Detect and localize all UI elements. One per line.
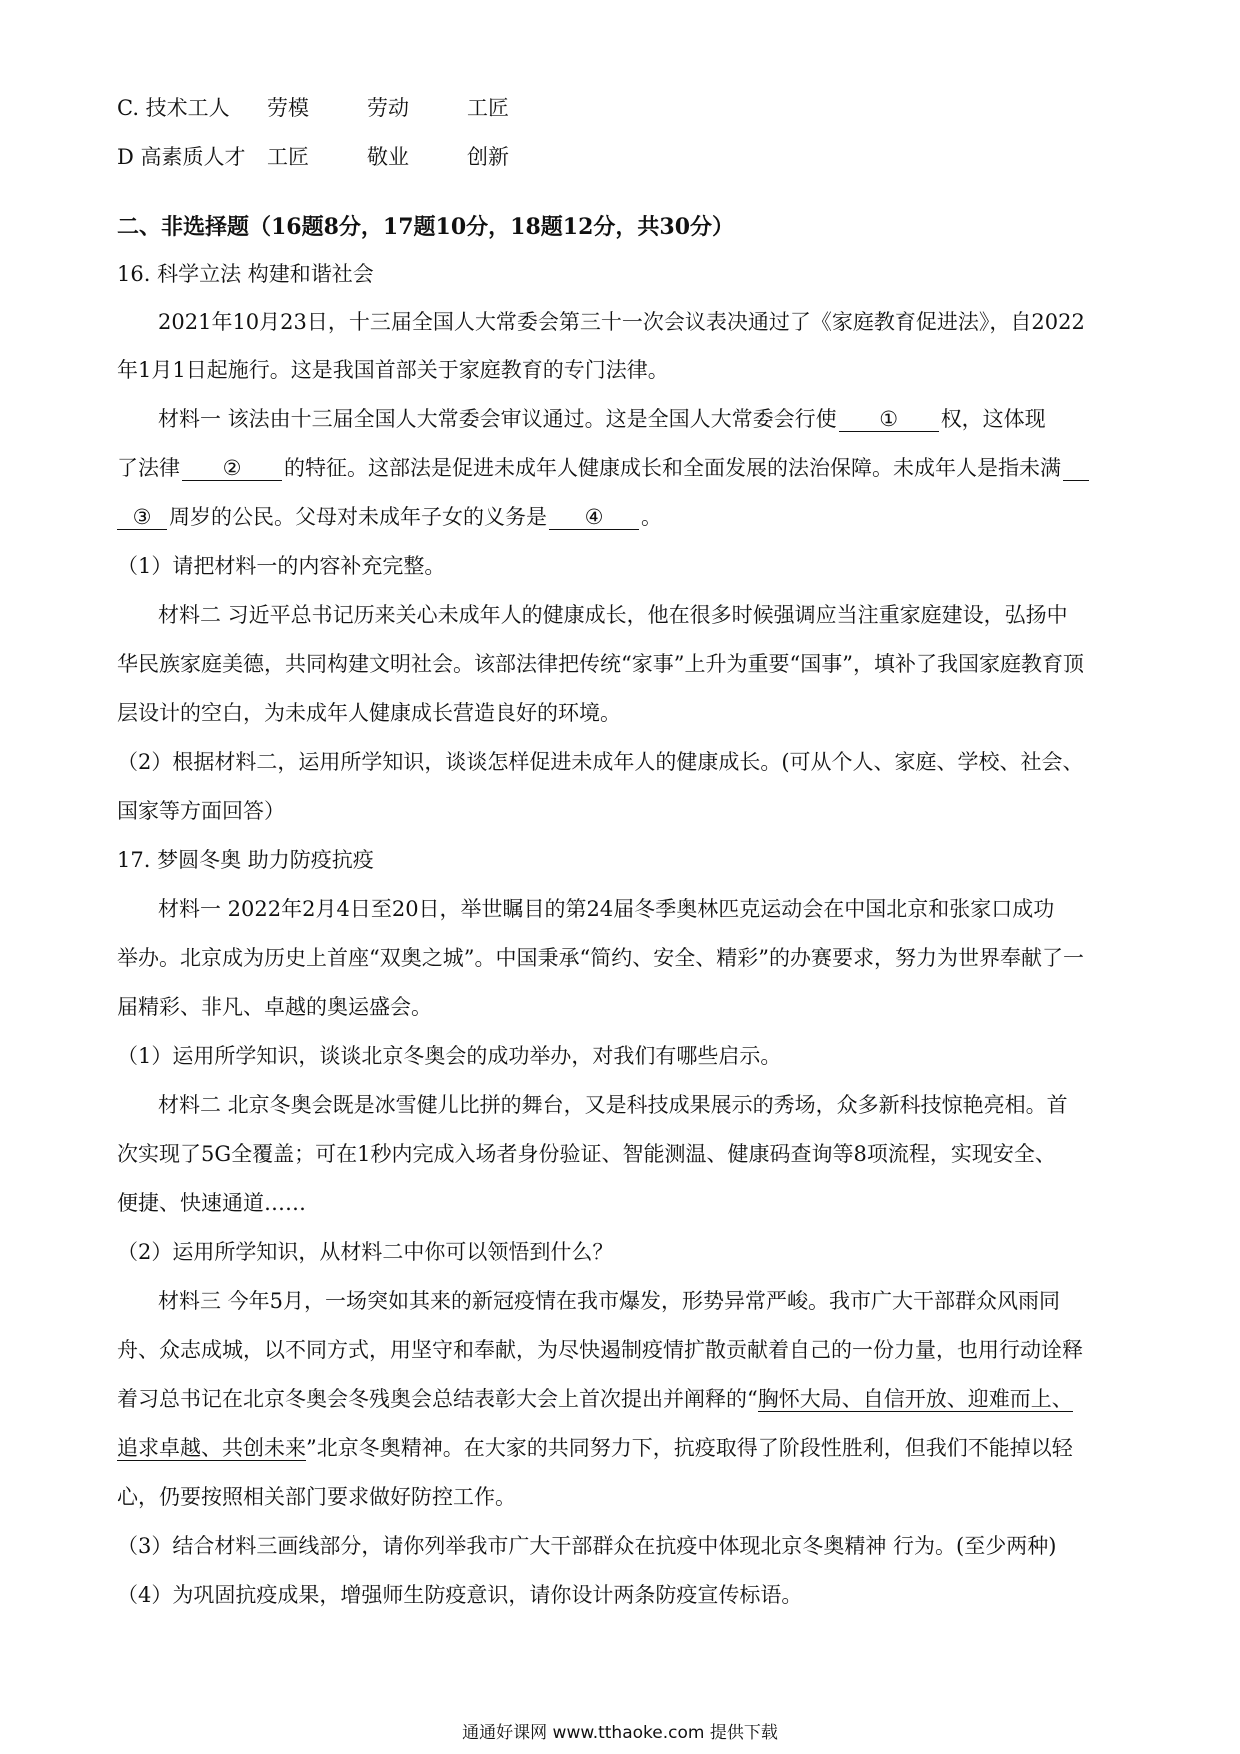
- q17-material3-text: ”北京冬奥精神。在大家的共同努力下，抗疫取得了阶段性胜利，但我们不能掉以轻: [306, 1436, 1073, 1460]
- q16-material1-text: 周岁的公民。父母对未成年子女的义务是: [169, 505, 547, 529]
- option-c-item-1: 劳模: [267, 96, 309, 120]
- q16-title: 16. 科学立法 构建和谐社会: [117, 262, 374, 286]
- q16-question-2-line-1: （2）根据材料二，运用所学知识，谈谈怎样促进未成年人的健康成长。(可从个人、家庭、学校、社会、: [117, 750, 1084, 774]
- q16-material1-line-1: [158, 405, 1178, 433]
- q16-material1-text: 。: [641, 505, 662, 529]
- q17-material1-line-3: 届精彩、非凡、卓越的奥运盛会。: [117, 995, 432, 1019]
- q17-question-1: （1）运用所学知识，谈谈北京冬奥会的成功举办，对我们有哪些启示。: [117, 1044, 782, 1068]
- option-c-item-2: 劳动: [367, 96, 409, 120]
- blank-3-start: [1063, 456, 1089, 481]
- q16-material1-text: 的特征。这部法是促进未成年人健康成长和全面发展的法治保障。未成年人是指未满: [284, 456, 1061, 480]
- option-c: [117, 94, 1137, 122]
- q16-material1-text: 了法律: [117, 456, 180, 480]
- q17-material3-line-2: 舟、众志成城，以不同方式，用坚守和奉献，为尽快遏制疫情扩散贡献着自己的一份力量，也用行动诠释: [117, 1338, 1083, 1362]
- q16-material1-line-2: [117, 454, 1137, 482]
- q16-material1-text: 权，这体现: [940, 407, 1046, 431]
- option-d-item-1: 工匠: [267, 145, 309, 169]
- q17-material2-line-3: 便捷、快速通道……: [117, 1191, 306, 1215]
- underlined-spirit-part-1: 胸怀大局、自信开放、迎难而上、: [757, 1387, 1073, 1411]
- blank-4: ④: [549, 505, 639, 530]
- option-c-label: C. 技术工人: [117, 96, 230, 120]
- q17-material3-line-5: 心，仍要按照相关部门要求做好防控工作。: [117, 1485, 516, 1509]
- q16-intro-line-1: 2021年10月23日，十三届全国人大常委会第三十一次会议表决通过了《家庭教育促进法》，自2022: [158, 310, 1085, 334]
- option-d-item-2: 敬业: [367, 145, 409, 169]
- blank-1: ①: [839, 407, 939, 432]
- q16-material2-line-3: 层设计的空白，为未成年人健康成长营造良好的环境。: [117, 701, 621, 725]
- q17-material3-line-4: [117, 1434, 1137, 1462]
- blank-2: ②: [182, 456, 282, 481]
- q17-material2-line-2: 次实现了5G全覆盖；可在1秒内完成入场者身份验证、智能测温、健康码查询等8项流程，实现安全、: [117, 1142, 1056, 1166]
- q16-intro-line-2: 年1月1日起施行。这是我国首部关于家庭教育的专门法律。: [117, 358, 669, 382]
- q17-title: 17. 梦圆冬奥 助力防疫抗疫: [117, 848, 374, 872]
- q17-material3-line-3: [117, 1385, 1137, 1413]
- page-footer: 通通好课网 www.tthaoke.com 提供下载: [462, 1723, 778, 1743]
- q17-question-2: （2）运用所学知识，从材料二中你可以领悟到什么？: [117, 1240, 614, 1264]
- underlined-spirit-part-2: 追求卓越、共创未来: [117, 1436, 306, 1460]
- q17-material3-text: 着习总书记在北京冬奥会冬残奥会总结表彰大会上首次提出并阐释的“: [117, 1387, 758, 1411]
- q16-material1-line-3: [117, 503, 1137, 531]
- q17-question-3: （3）结合材料三画线部分，请你列举我市广大干部群众在抗疫中体现北京冬奥精神 行为。(至少两种): [117, 1534, 1057, 1558]
- q17-material3-line-1: 材料三 今年5月，一场突如其来的新冠疫情在我市爆发，形势异常严峻。我市广大干部群众风雨同: [158, 1289, 1061, 1313]
- option-c-item-3: 工匠: [467, 96, 509, 120]
- blank-3: ③: [117, 505, 167, 530]
- q17-material1-line-1: 材料一 2022年2月4日至20日，举世瞩目的第24届冬季奥林匹克运动会在中国北京和张家口成功: [158, 897, 1055, 921]
- q16-question-2-line-2: 国家等方面回答）: [117, 799, 285, 823]
- q16-material2-line-2: 华民族家庭美德，共同构建文明社会。该部法律把传统“家事”上升为重要“国事”，填补了我国家庭教育顶: [117, 652, 1084, 676]
- q17-material2-line-1: 材料二 北京冬奥会既是冰雪健儿比拼的舞台，又是科技成果展示的秀场，众多新科技惊艳亮相。首: [158, 1093, 1068, 1117]
- q17-material1-line-2: 举办。北京成为历史上首座“双奥之城”。中国秉承“简约、安全、精彩”的办赛要求，努力为世界奉献了一: [117, 946, 1084, 970]
- q16-question-1: （1）请把材料一的内容补充完整。: [117, 554, 446, 578]
- q16-material1-text: 材料一 该法由十三届全国人大常委会审议通过。这是全国人大常委会行使: [158, 407, 837, 431]
- q17-question-4: （4）为巩固抗疫成果，增强师生防疫意识，请你设计两条防疫宣传标语。: [117, 1583, 803, 1607]
- option-d-label: D 高素质人才: [117, 145, 246, 169]
- section-title: 二、非选择题（16题8分，17题10分，18题12分，共30分）: [117, 214, 735, 240]
- option-d-item-3: 创新: [467, 145, 509, 169]
- q16-material2-line-1: 材料二 习近平总书记历来关心未成年人的健康成长，他在很多时候强调应当注重家庭建设，弘扬中: [158, 603, 1068, 627]
- option-d: [117, 143, 1137, 171]
